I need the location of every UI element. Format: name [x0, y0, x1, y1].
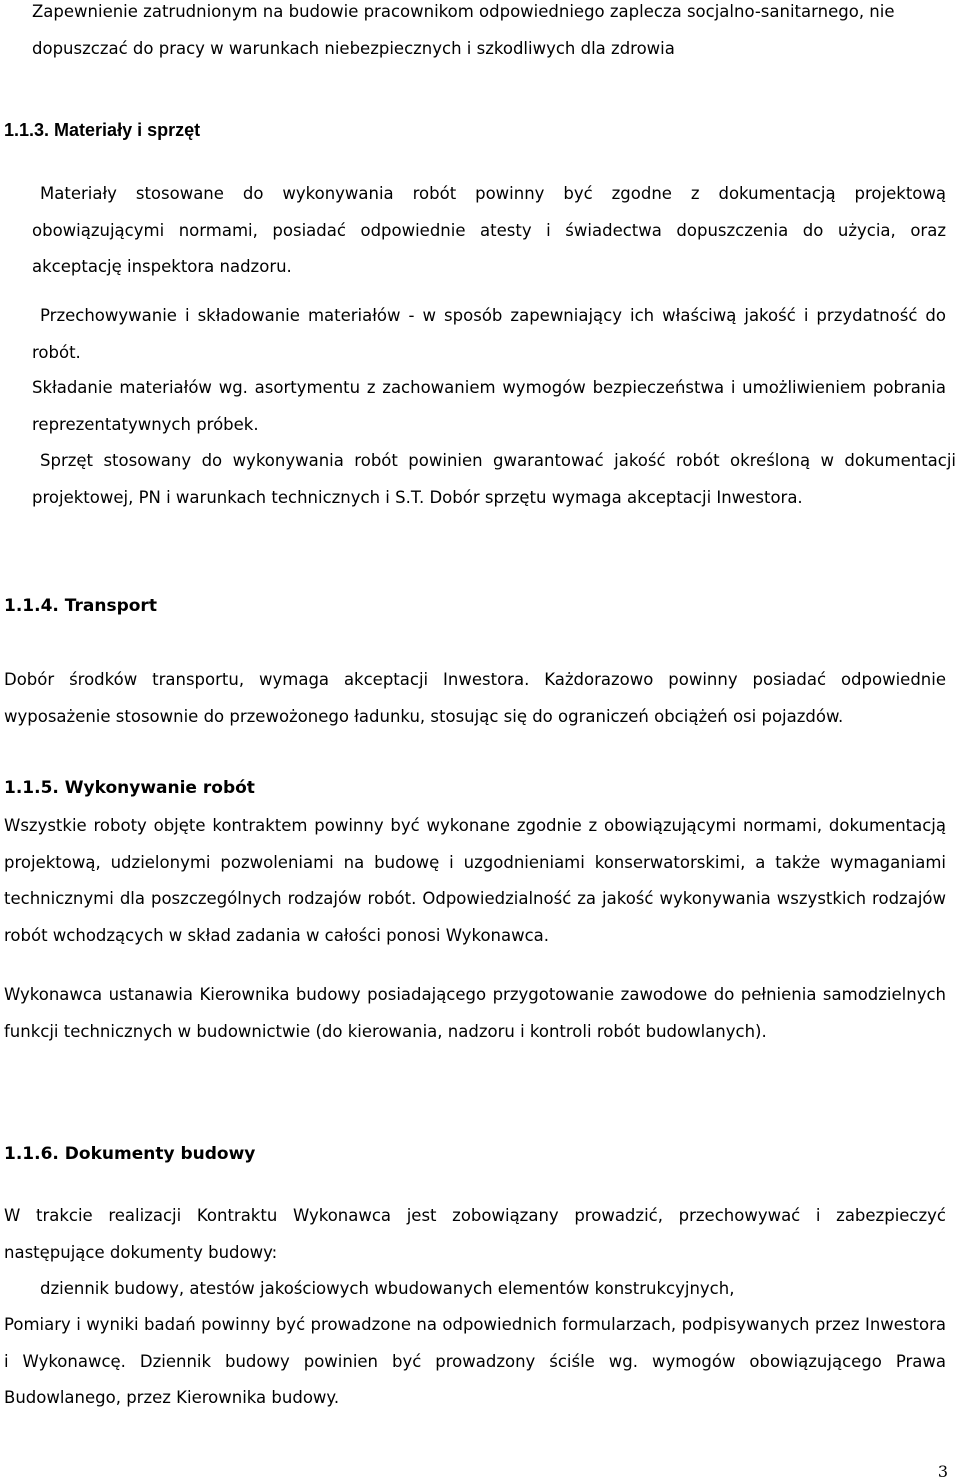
works-paragraph-2: Wykonawca ustanawia Kierownika budowy posiadającego przygotowanie zawodowe do pełnienia samodzielnych funkcji technicznych w budownictwie (do kierowania, nadzoru i kontroli robót budowlanych).	[4, 985, 946, 1041]
documents-paragraph-1: W trakcie realizacji Kontraktu Wykonawca jest zobowiązany prowadzić, przechowywać i zabezpieczyć następujące dokumenty budowy:	[4, 1206, 946, 1262]
materials-paragraph-1: Materiały stosowane do wykonywania robót powinny być zgodne z dokumentacją projektową obowiązującymi normami, posiadać odpowiednie atesty i świadectwa dopuszczenia do użycia, oraz akceptację inspektora nadzoru.	[32, 184, 946, 276]
section-heading-works: 1.1.5. Wykonywanie robót	[4, 778, 255, 798]
section-heading-documents: 1.1.6. Dokumenty budowy	[4, 1144, 256, 1164]
page-number: 3	[937, 1462, 948, 1481]
documents-list-item: dziennik budowy, atestów jakościowych wbudowanych elementów konstrukcyjnych,	[40, 1279, 735, 1298]
materials-paragraph-3: Składanie materiałów wg. asortymentu z zachowaniem wymogów bezpieczeństwa i umożliwieniem pobrania reprezentatywnych próbek.	[32, 378, 946, 434]
transport-paragraph: Dobór środków transportu, wymaga akceptacji Inwestora. Każdorazowo powinny posiadać odpowiednie wyposażenie stosownie do przewożonego ładunku, stosując się do ograniczeń obciążeń osi pojazdów.	[4, 670, 946, 726]
section-heading-transport: 1.1.4. Transport	[4, 596, 157, 616]
works-paragraph-1: Wszystkie roboty objęte kontraktem powinny być wykonane zgodnie z obowiązującymi normami, dokumentacją projektową, udzielonymi pozwoleniami na budowę i uzgodnieniami konserwatorskimi, a także wymaganiami technicznymi dla poszczególnych rodzajów robót. Odpowiedzialność za jakość wykonywania wszystkich rodzajów robót wchodzących w skład zadania w całości ponosi Wykonawca.	[4, 816, 946, 945]
intro-paragraph: Zapewnienie zatrudnionym na budowie pracownikom odpowiedniego zaplecza socjalno-sanitarnego, nie dopuszczać do pracy w warunkach niebezpiecznych i szkodliwych dla zdrowia	[32, 2, 895, 58]
section-heading-materials: 1.1.3. Materiały i sprzęt	[4, 120, 201, 140]
materials-paragraph-2: Przechowywanie i składowanie materiałów - w sposób zapewniający ich właściwą jakość i przydatność do robót.	[32, 306, 946, 362]
documents-paragraph-2: Pomiary i wyniki badań powinny być prowadzone na odpowiednich formularzach, podpisywanych przez Inwestora i Wykonawcę. Dziennik budowy powinien być prowadzony ściśle wg. wymogów obowiązującego Prawa Budowlanego, przez Kierownika budowy.	[4, 1315, 946, 1407]
equipment-paragraph: Sprzęt stosowany do wykonywania robót powinien gwarantować jakość robót określoną w dokumentacji projektowej, PN i warunkach technicznych i S.T. Dobór sprzętu wymaga akceptacji Inwestora.	[32, 451, 956, 507]
